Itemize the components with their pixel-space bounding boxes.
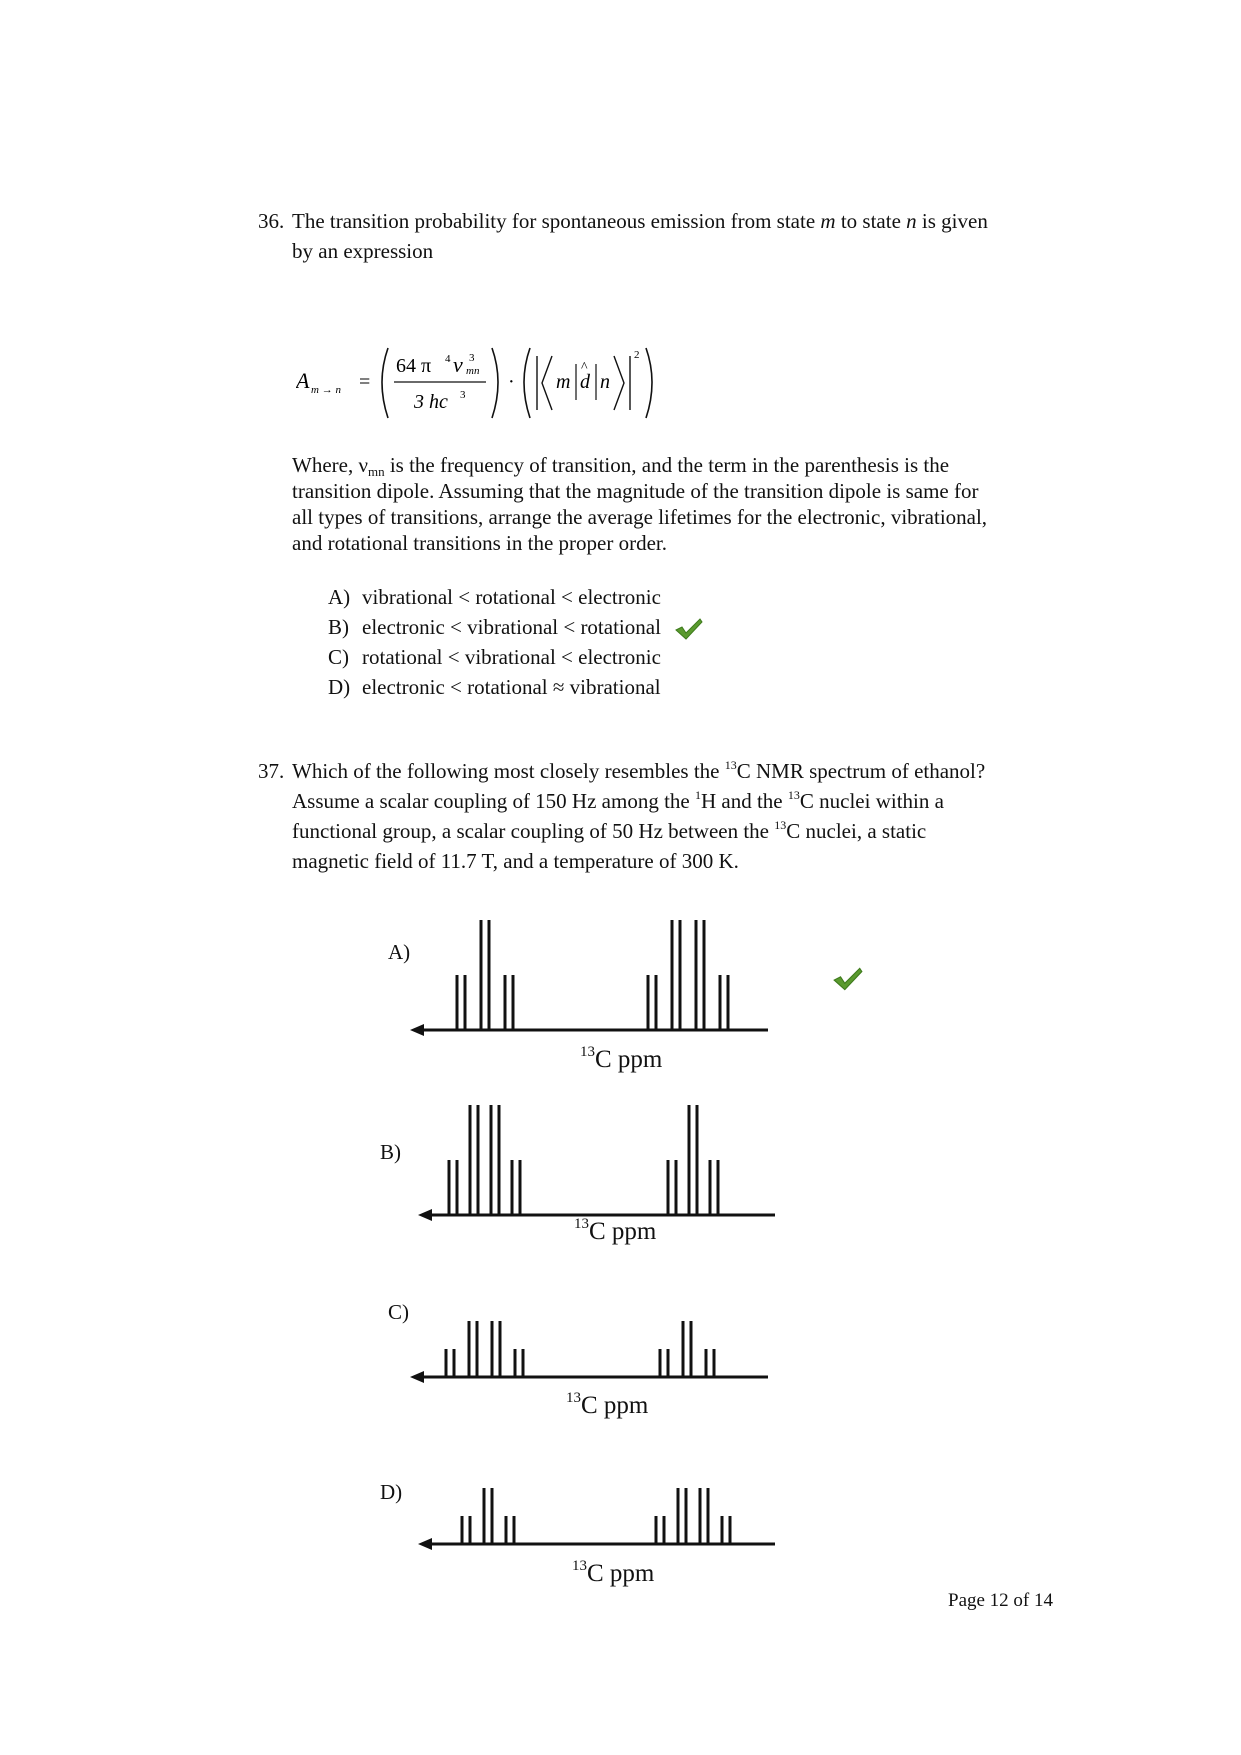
q36-number: 36. — [258, 209, 285, 233]
axis-sup: 13 — [580, 1044, 595, 1060]
eq-lhs: A — [296, 368, 310, 393]
q36-m: m — [820, 209, 836, 233]
checkmark-icon — [832, 966, 864, 992]
option-text: electronic < rotational ≈ vibrational — [362, 675, 661, 699]
eq-num-exp: 4 — [445, 353, 451, 365]
option-text: rotational < vibrational < electronic — [362, 645, 661, 669]
spectrum-a-axis-label — [580, 1046, 662, 1074]
q37-l2b: H and the — [700, 789, 788, 813]
eq-hat: ^ — [581, 360, 588, 375]
q37-l2-sup2: 13 — [787, 788, 800, 802]
eq-nu: ν — [453, 352, 463, 377]
para-where: Where, ν — [292, 453, 368, 477]
axis-text: C ppm — [581, 1392, 649, 1419]
axis-sup: 13 — [572, 1558, 587, 1574]
spectrum-a-label: A) — [388, 940, 411, 964]
q37-line4: magnetic field of 11.7 T, and a temperature of 300 K. — [292, 849, 739, 873]
spectrum-c-axis-arrow — [410, 1371, 424, 1383]
option-text: electronic < vibrational < rotational — [362, 615, 661, 639]
q37-number: 37. — [258, 759, 285, 783]
axis-sup: 13 — [566, 1390, 581, 1406]
spectrum-d-axis-arrow — [418, 1538, 432, 1550]
q37-l3a: functional group, a scalar coupling of 50 Hz between the — [292, 819, 775, 843]
q36-para-line3: all types of transitions, arrange the average lifetimes for the electronic, vibrational, — [292, 505, 988, 529]
eq-num: 64 π — [396, 355, 432, 377]
eq-ket-n: n — [600, 371, 610, 393]
eq-den: 3 hc — [414, 391, 448, 413]
option-letter: B) — [328, 615, 349, 639]
spectrum-a-axis-arrow — [410, 1024, 424, 1036]
eq-nu-sub: mn — [466, 365, 480, 377]
q36-line1-a: The transition probability for spontaneous emission from state — [292, 209, 821, 233]
q36-line1-b: to state — [835, 209, 907, 233]
spectrum-d-axis-label — [572, 1560, 654, 1588]
eq-sq: 2 — [634, 349, 640, 361]
option-letter: A) — [328, 585, 351, 609]
axis-text: C ppm — [595, 1046, 663, 1073]
para-l1-rest: is the frequency of transition, and the term in the parenthesis is the — [384, 453, 950, 477]
eq-op: d — [580, 371, 590, 393]
spectrum-b-label: B) — [380, 1140, 401, 1164]
axis-text: C ppm — [587, 1560, 655, 1587]
spectrum-c-axis-label — [566, 1392, 648, 1420]
eq-equals: = — [359, 371, 371, 393]
q37-l3b: C nuclei, a static — [786, 819, 927, 843]
q36-line2: by an expression — [292, 239, 434, 263]
para-nu-sub: mn — [367, 464, 385, 479]
spectrum-b-axis-label — [574, 1218, 656, 1246]
q37-l3-sup: 13 — [774, 818, 787, 832]
q37-l1-sup: 13 — [724, 758, 737, 772]
eq-lhs-sub: m → n — [311, 384, 341, 396]
eq-bra-m: m — [556, 371, 571, 393]
option-letter: D) — [328, 675, 351, 699]
axis-text: C ppm — [589, 1218, 657, 1245]
q36-para-line2: transition dipole. Assuming that the magnitude of the transition dipole is same for — [292, 479, 979, 503]
q37-l2c: C nuclei within a — [799, 789, 944, 813]
axis-sup: 13 — [574, 1216, 589, 1232]
q36-n: n — [906, 209, 917, 233]
spectrum-c-label: C) — [388, 1300, 409, 1324]
option-text: vibrational < rotational < electronic — [362, 585, 661, 609]
eq-dot: · — [508, 371, 515, 393]
eq-den-exp: 3 — [460, 389, 466, 401]
q36-line1-c: is given — [916, 209, 988, 233]
q37-l2-sup1: 1 — [694, 788, 701, 802]
option-letter: C) — [328, 645, 349, 669]
eq-nu-exp: 3 — [469, 352, 475, 364]
q36-para-line4: and rotational transitions in the proper order. — [292, 531, 667, 555]
page-number: Page 12 of 14 — [948, 1590, 1054, 1611]
q37-l1b: C NMR spectrum of ethanol? — [736, 759, 986, 783]
q37-l2a: Assume a scalar coupling of 150 Hz among the — [292, 789, 695, 813]
spectrum-d-label: D) — [380, 1480, 403, 1504]
spectrum-b-axis-arrow — [418, 1209, 432, 1221]
q37-l1a: Which of the following most closely resembles the — [292, 759, 725, 783]
